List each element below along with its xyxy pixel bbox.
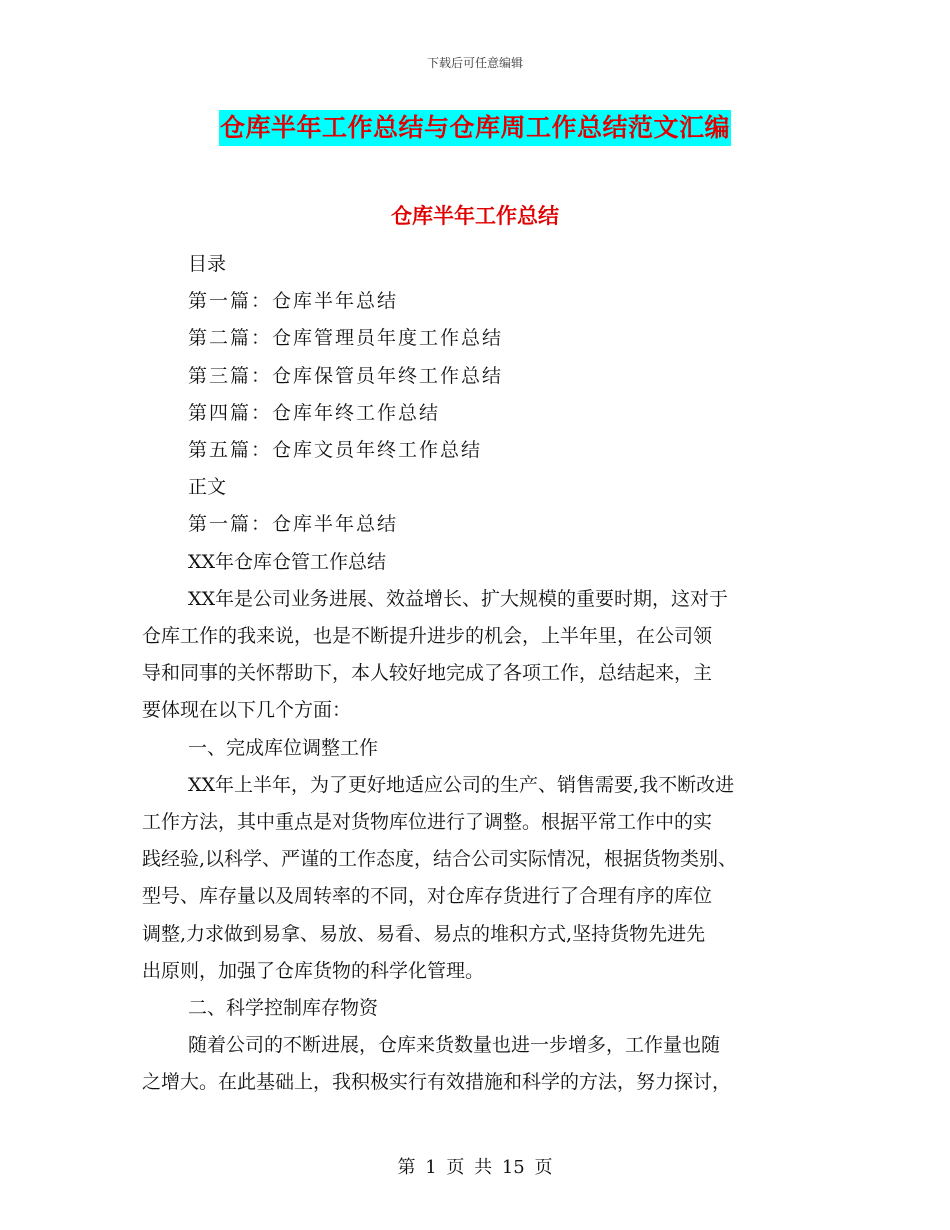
paragraph-line: XX年是公司业务进展、效益增长、扩大规模的重要时期，这对于: [188, 587, 729, 610]
paragraph-line: 型号、库存量以及周转率的不同，对仓库存货进行了合理有序的库位: [142, 885, 713, 908]
toc-item-2: 第二篇：仓库管理员年度工作总结: [188, 327, 504, 350]
article-subtitle: XX年仓库仓管工作总结: [188, 550, 387, 573]
toc-item-4: 第四篇：仓库年终工作总结: [188, 401, 441, 424]
document-title: 仓库半年工作总结与仓库周工作总结范文汇编: [219, 110, 731, 146]
section-heading-2: 二、科学控制库存物资: [188, 997, 379, 1020]
paragraph-line: 调整,力求做到易拿、易放、易看、易点的堆积方式,坚持货物先进先: [142, 922, 706, 945]
paragraph-line: 工作方法，其中重点是对货物库位进行了调整。根据平常工作中的实: [142, 811, 713, 834]
paragraph-line: 践经验,以科学、严谨的工作态度，结合公司实际情况，根据货物类别、: [142, 848, 738, 871]
paragraph-line: XX年上半年，为了更好地适应公司的生产、销售需要,我不断改进: [188, 773, 735, 796]
document-body: [142, 246, 814, 1102]
toc-heading: 目录: [188, 253, 227, 275]
toc-item-1: 第一篇：仓库半年总结: [188, 290, 399, 313]
toc-item-5: 第五篇：仓库文员年终工作总结: [188, 439, 483, 462]
paragraph-line: 要体现在以下几个方面：: [142, 699, 352, 722]
paragraph-line: 之增大。在此基础上，我积极实行有效措施和科学的方法，努力探讨，: [142, 1071, 732, 1094]
article-title: 第一篇：仓库半年总结: [188, 513, 399, 536]
section-title: 仓库半年工作总结: [391, 204, 559, 228]
paragraph-line: 随着公司的不断进展，仓库来货数量也进一步增多，工作量也随: [188, 1034, 721, 1057]
paragraph-line: 仓库工作的我来说，也是不断提升进步的机会，上半年里，在公司领: [142, 625, 713, 648]
document-title-container: [0, 110, 950, 146]
page-header-note: 下载后可任意编辑: [426, 56, 523, 70]
paragraph-line: 导和同事的关怀帮助下，本人较好地完成了各项工作，总结起来，主: [142, 662, 713, 685]
section-heading-1: 一、完成库位调整工作: [188, 736, 379, 759]
toc-item-3: 第三篇：仓库保管员年终工作总结: [188, 364, 504, 387]
page-number-footer: 第 1 页 共 15 页: [397, 1157, 553, 1178]
paragraph-line: 出原则，加强了仓库货物的科学化管理。: [142, 959, 485, 982]
body-heading: 正文: [188, 476, 227, 499]
